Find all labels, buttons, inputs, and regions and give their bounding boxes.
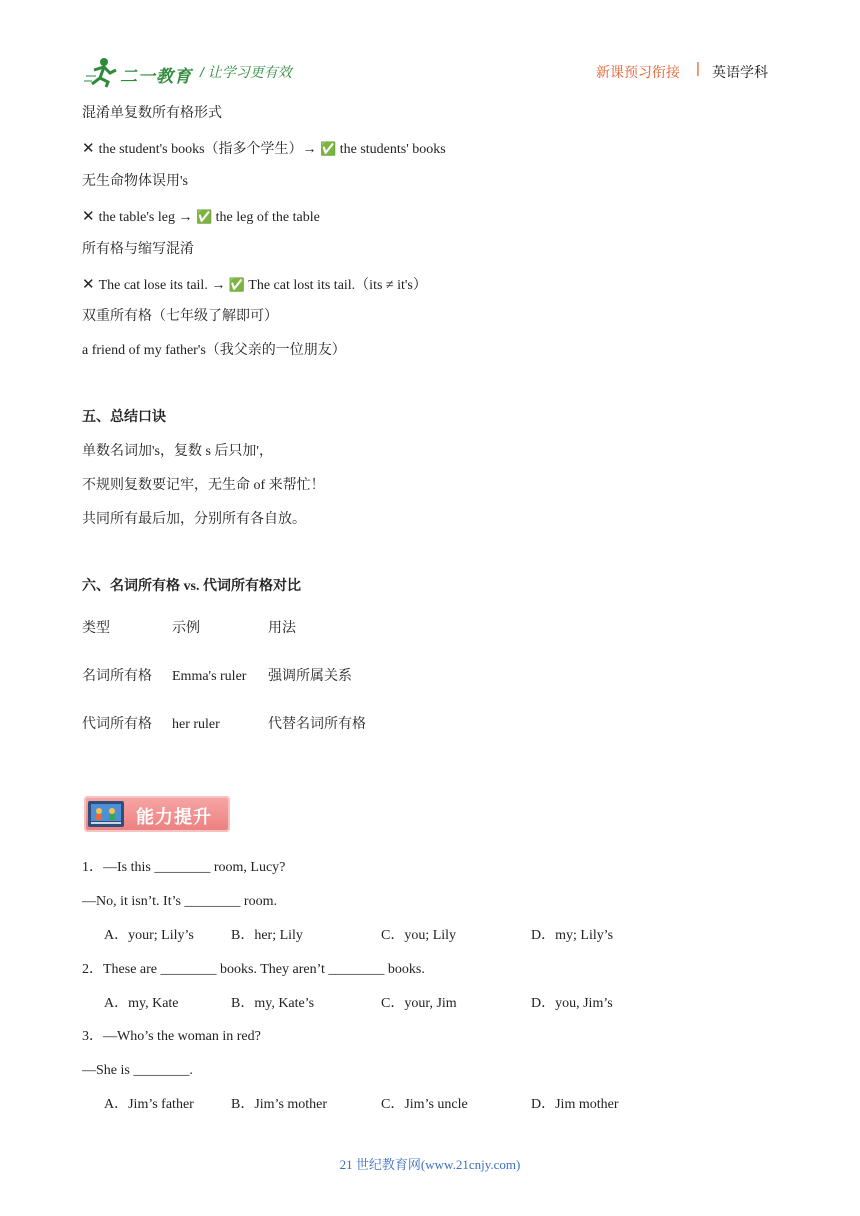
logo-text: 二一教育 (120, 67, 192, 86)
mistake-4-example: a friend of my father's（我父亲的一位朋友） (82, 343, 346, 358)
mnemonic-line-3: 共同所有最后加，分别所有各自放。 (82, 512, 306, 527)
checkmark-icon: ✅ (195, 210, 213, 225)
cross-icon: ✕ (82, 139, 95, 157)
checkmark-icon: ✅ (320, 142, 337, 157)
question-2-line-1: 2．These are ________ books. They aren’t ________ books. (82, 962, 425, 977)
question-1-option-d[interactable]: D．my; Lily’s (531, 928, 614, 943)
cross-icon: ✕ (82, 275, 95, 293)
header-separator: | (696, 60, 700, 77)
footer-source: 21 世纪教育网(www.21cnjy.com) (339, 1157, 521, 1172)
table-header-usage: 用法 (268, 621, 296, 636)
table-cell: 名词所有格 (82, 669, 152, 684)
ability-banner (84, 796, 230, 832)
mistake-2-title: 无生命物体误用's (82, 174, 188, 189)
question-1-option-c[interactable]: C．you; Lily (381, 928, 457, 943)
mistake-3-wrong: The cat lose its tail. → (98, 278, 226, 293)
mistake-4-title: 双重所有格（七年级了解即可） (82, 309, 278, 324)
mistake-1-right: the students' books (339, 142, 446, 157)
table-cell: Emma's ruler (172, 669, 247, 684)
mistake-3-right: The cat lost its tail.（its ≠ it's） (248, 278, 427, 293)
table-cell: 代词所有格 (82, 717, 152, 732)
question-2-option-a[interactable]: A．my, Kate (104, 996, 179, 1011)
header-slogan: / 让学习更有效 (200, 64, 292, 80)
table-cell: 代替名词所有格 (268, 717, 366, 732)
question-3-line-1: 3．—Who’s the woman in red? (82, 1029, 261, 1044)
banner-label: 能力提升 (136, 807, 212, 827)
question-1-line-1: 1．—Is this ________ room, Lucy? (82, 860, 286, 875)
mnemonic-line-1: 单数名词加's，复数 s 后只加'， (82, 444, 273, 459)
section-6-title: 六、名词所有格 vs. 代词所有格对比 (82, 579, 301, 594)
checkmark-icon: ✅ (228, 278, 246, 293)
mistake-1-example (82, 139, 446, 159)
mistake-3-example (82, 275, 427, 295)
section-5-title: 五、总结口诀 (82, 410, 166, 425)
table-header-example: 示例 (172, 621, 200, 636)
header-subject: 英语学科 (712, 64, 768, 80)
runner-logo-icon (82, 56, 122, 88)
mistake-2-right: the leg of the table (215, 210, 320, 225)
mistake-2-wrong: the table's leg → (98, 210, 193, 225)
question-3-option-b[interactable]: B．Jim’s mother (231, 1097, 328, 1112)
question-3-option-a[interactable]: A．Jim’s father (104, 1097, 194, 1112)
question-1-option-b[interactable]: B．her; Lily (231, 928, 303, 943)
table-cell: 强调所属关系 (268, 669, 352, 684)
question-1-line-2: —No, it isn’t. It’s ________ room. (82, 894, 277, 909)
question-2-option-d[interactable]: D．you, Jim’s (531, 996, 613, 1011)
mistake-1-title: 混淆单复数所有格形式 (82, 106, 222, 121)
question-3-option-c[interactable]: C．Jim’s uncle (381, 1097, 468, 1112)
header-course-label: 新课预习衔接 (596, 64, 680, 80)
classroom-icon (88, 801, 124, 827)
cross-icon: ✕ (82, 207, 95, 225)
question-2-option-b[interactable]: B．my, Kate’s (231, 996, 315, 1011)
question-2-option-c[interactable]: C．your, Jim (381, 996, 457, 1011)
table-header-type: 类型 (82, 621, 110, 636)
question-3-option-d[interactable]: D．Jim mother (531, 1097, 619, 1112)
mistake-2-example (82, 207, 320, 227)
mistake-1-wrong: the student's books（指多个学生）→ (98, 142, 317, 157)
question-1-option-a[interactable]: A．your; Lily’s (104, 928, 194, 943)
mnemonic-line-2: 不规则复数要记牢，无生命 of 来帮忙！ (82, 478, 325, 493)
brand-logo (82, 56, 192, 90)
question-3-line-2: —She is ________. (82, 1063, 193, 1078)
mistake-3-title: 所有格与缩写混淆 (82, 242, 194, 257)
table-cell: her ruler (172, 717, 220, 732)
